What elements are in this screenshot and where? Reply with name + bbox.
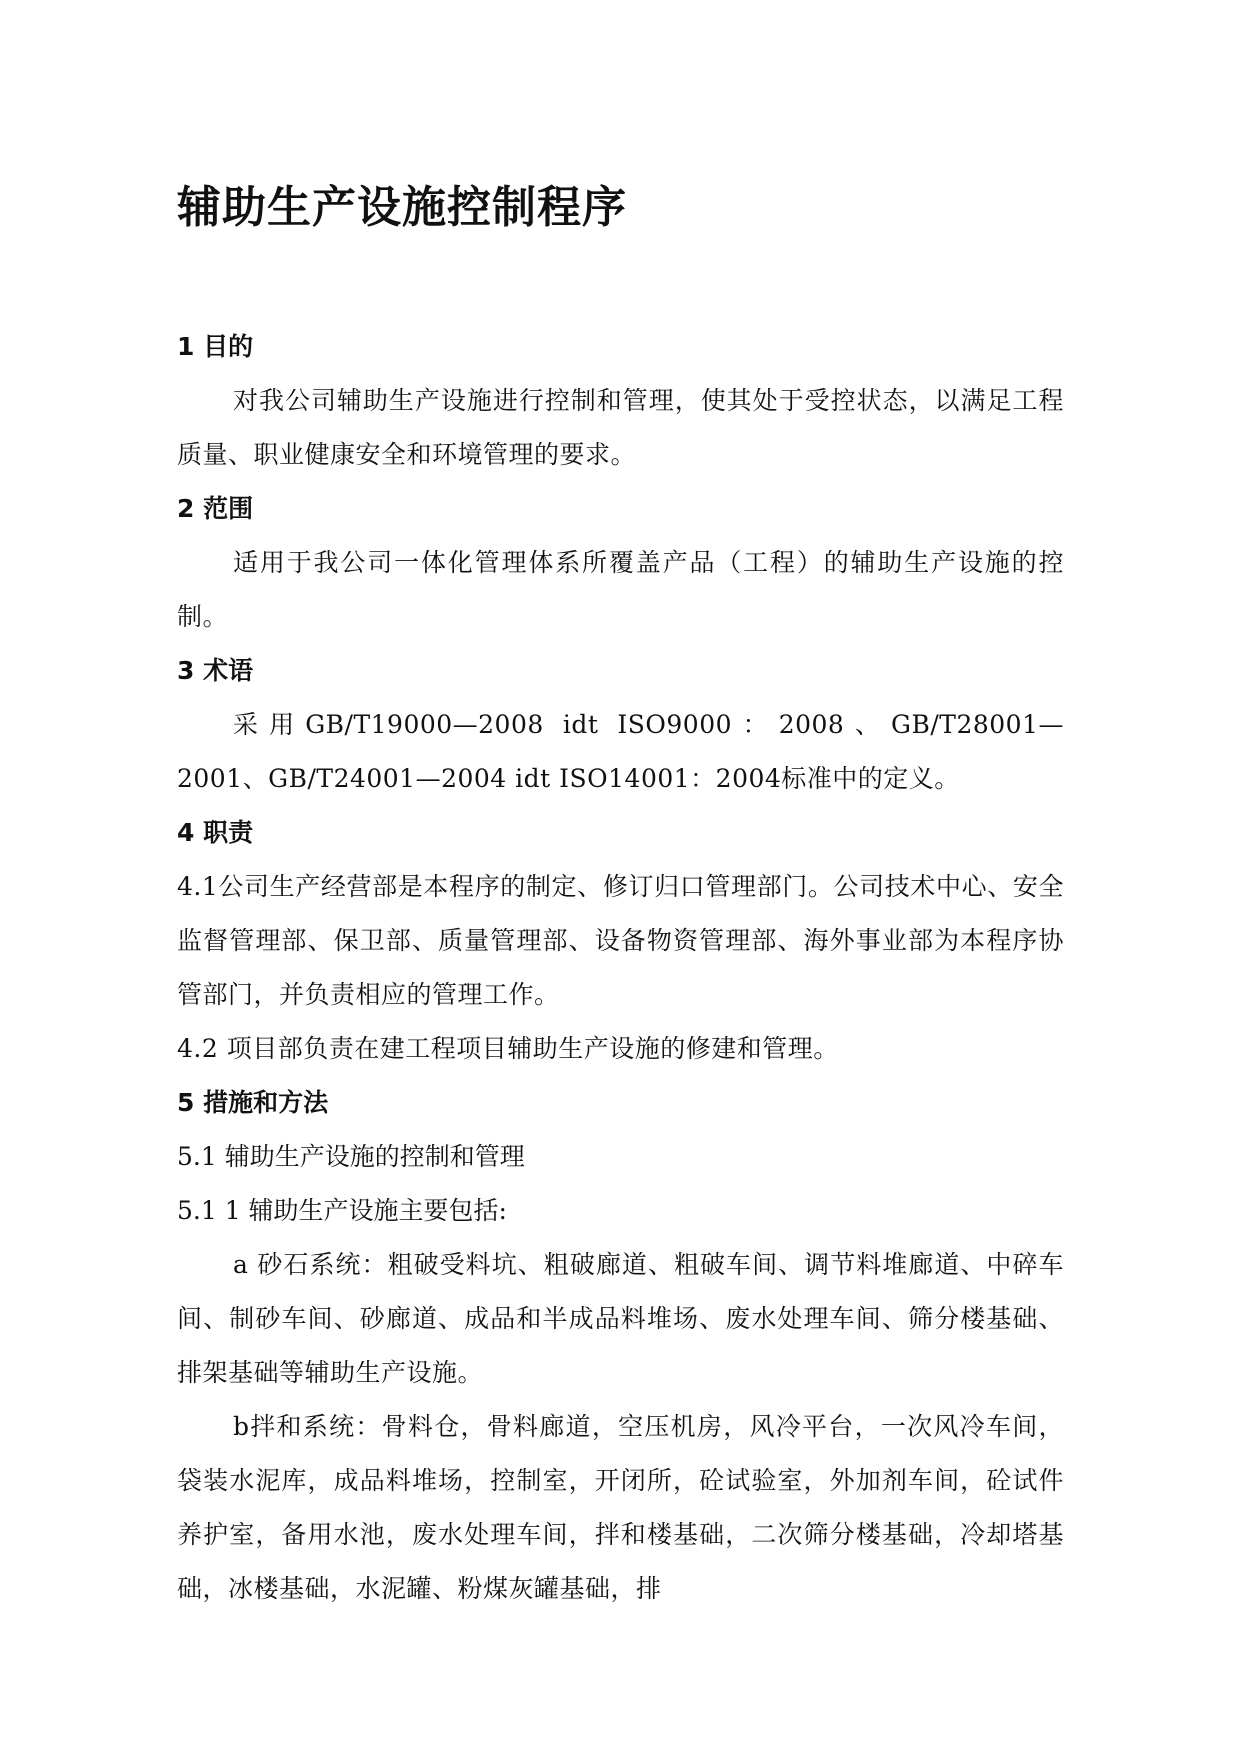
section-heading: 5 措施和方法: [177, 1088, 329, 1117]
section-purpose: [177, 320, 1064, 482]
document-title: 辅助生产设施控制程序: [177, 182, 627, 233]
section-paragraph: a 砂石系统：粗破受料坑、粗破廊道、粗破车间、调节料堆廊道、中碎车间、制砂车间、砂廊道、成品和半成品料堆场、废水处理车间、筛分楼基础、排架基础等辅助生产设施。: [177, 1250, 1064, 1387]
subsection-title: 5.1 辅助生产设施的控制和管理: [177, 1142, 525, 1171]
section-paragraph: b拌和系统：骨料仓，骨料廊道，空压机房，风冷平台，一次风冷车间，袋装水泥库，成品料堆场，控制室，开闭所，砼试验室，外加剂车间，砼试件养护室，备用水池，废水处理车间，拌和楼基础，二次筛分楼基础，冷却塔基础，冰楼基础，水泥罐、粉煤灰罐基础，排: [177, 1412, 1064, 1603]
section-heading: 4 职责: [177, 818, 254, 847]
section-heading: 3 术语: [177, 656, 254, 685]
section-heading: 2 范围: [177, 494, 254, 523]
document-body: [177, 178, 1064, 1616]
section-terms: [177, 644, 1064, 806]
section-paragraph: 适用于我公司一体化管理体系所覆盖产品（工程）的辅助生产设施的控制。: [177, 548, 1064, 631]
section-measures: [177, 1076, 1064, 1616]
section-paragraph: 4.1公司生产经营部是本程序的制定、修订归口管理部门。公司技术中心、安全监督管理部、保卫部、质量管理部、设备物资管理部、海外事业部为本程序协管部门，并负责相应的管理工作。: [177, 872, 1064, 1009]
subsection-title: 5.1 1 辅助生产设施主要包括:: [177, 1196, 507, 1225]
section-scope: [177, 482, 1064, 644]
section-paragraph: 对我公司辅助生产设施进行控制和管理，使其处于受控状态，以满足工程质量、职业健康安全和环境管理的要求。: [177, 386, 1064, 469]
section-paragraph: 4.2 项目部负责在建工程项目辅助生产设施的修建和管理。: [177, 1034, 839, 1063]
section-heading: 1 目的: [177, 332, 254, 361]
section-paragraph: 采用GB/T19000—2008 idt ISO9000：2008、GB/T28001—2001、GB/T24001—2004 idt ISO14001：2004标准中的定义。: [177, 710, 1064, 793]
section-responsibilities: [177, 806, 1064, 1076]
